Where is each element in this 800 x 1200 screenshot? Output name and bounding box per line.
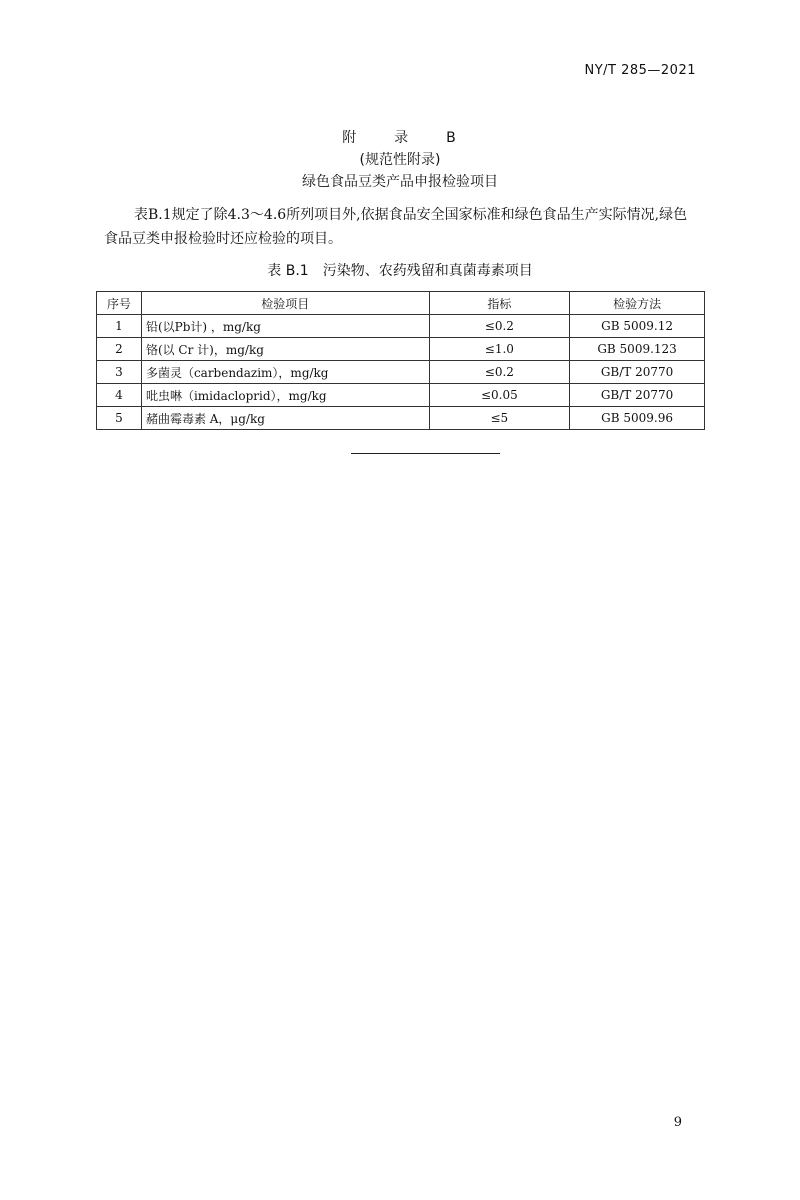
cell-no: 2 — [97, 338, 142, 361]
appendix-title: 绿色食品豆类产品申报检验项目 — [302, 174, 498, 190]
header-method: 检验方法 — [570, 292, 705, 315]
cell-limit: ≤0.05 — [429, 384, 570, 407]
appendix-type: (规范性附录) — [359, 152, 441, 168]
appendix-heading — [0, 127, 800, 193]
table-row — [97, 407, 705, 430]
cell-item: 吡虫啉（imidacloprid），mg/kg — [141, 384, 429, 407]
header-no: 序号 — [97, 292, 142, 315]
cell-method: GB/T 20770 — [570, 361, 705, 384]
cell-no: 3 — [97, 361, 142, 384]
appendix-label: 附 录 B — [342, 130, 468, 146]
table-row — [97, 338, 705, 361]
intro-paragraph: 表B.1规定了除4.3～4.6所列项目外,依据食品安全国家标准和绿色食品生产实际情况,绿色食品豆类申报检验时还应检验的项目。 — [104, 207, 688, 247]
end-of-document-rule — [351, 453, 500, 454]
cell-no: 5 — [97, 407, 142, 430]
header-limit: 指标 — [429, 292, 570, 315]
cell-item: 多菌灵（carbendazim），mg/kg — [141, 361, 429, 384]
page-number: 9 — [673, 1115, 682, 1130]
inspection-items-table — [96, 291, 705, 430]
cell-method: GB 5009.123 — [570, 338, 705, 361]
cell-limit: ≤0.2 — [429, 315, 570, 338]
cell-limit: ≤5 — [429, 407, 570, 430]
cell-item: 赭曲霉毒素 A，μg/kg — [141, 407, 429, 430]
table-row — [97, 315, 705, 338]
cell-method: GB/T 20770 — [570, 384, 705, 407]
table-caption-number: 表 B.1 — [267, 263, 309, 279]
cell-limit: ≤1.0 — [429, 338, 570, 361]
table-row — [97, 361, 705, 384]
standard-code-header: NY/T 285—2021 — [584, 63, 696, 78]
table-caption-title: 污染物、农药残留和真菌毒素项目 — [322, 263, 533, 279]
header-item: 检验项目 — [141, 292, 429, 315]
cell-item: 铅(以Pb计) ，mg/kg — [141, 315, 429, 338]
table-caption — [0, 260, 800, 280]
cell-limit: ≤0.2 — [429, 361, 570, 384]
cell-no: 4 — [97, 384, 142, 407]
cell-item: 铬(以 Cr 计)，mg/kg — [141, 338, 429, 361]
cell-method: GB 5009.12 — [570, 315, 705, 338]
cell-no: 1 — [97, 315, 142, 338]
table-header-row — [97, 292, 705, 315]
table-row — [97, 384, 705, 407]
cell-method: GB 5009.96 — [570, 407, 705, 430]
